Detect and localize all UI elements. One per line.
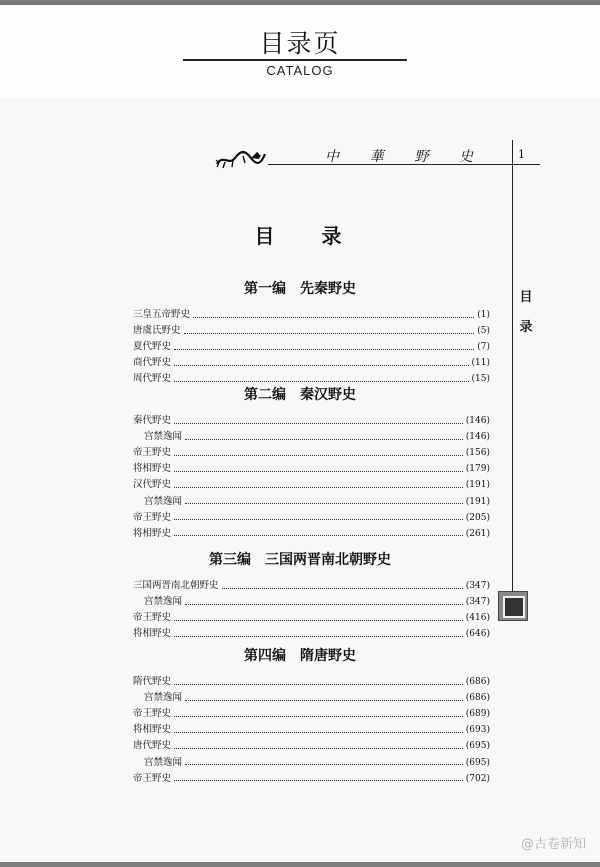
toc-entry [144, 429, 490, 445]
toc-entry [133, 674, 490, 690]
leader-dots [185, 503, 463, 504]
toc-entry-label: 秦代野史 [133, 415, 172, 426]
toc-entry [133, 722, 490, 738]
toc-entry-page: (686) [465, 677, 490, 687]
leader-dots [174, 487, 463, 488]
leader-dots [185, 439, 463, 440]
toc-entry-label: 唐虞氏野史 [133, 325, 181, 337]
toc-entry [144, 690, 490, 706]
section-title: 第一编 先秦野史 [244, 281, 356, 297]
toc-entry [133, 510, 490, 526]
toc-entry-page: (156) [465, 448, 490, 459]
toc-entry-label: 三国两晋南北朝野史 [133, 580, 219, 591]
toc-entry [144, 594, 490, 610]
toc-entry-label: 宫禁逸闻 [144, 692, 183, 704]
catalog-banner [0, 5, 600, 98]
toc-entry-label: 宫禁逸闻 [144, 756, 183, 768]
toc-entry-label: 帝王野史 [133, 708, 172, 720]
watermark: @古卷新知 [520, 837, 586, 852]
leader-dots [174, 455, 463, 456]
toc-entry-label: 宫禁逸闻 [144, 495, 183, 507]
toc-entry [133, 461, 490, 477]
leader-dots [174, 748, 463, 749]
toc-entry [133, 626, 490, 642]
toc-entry-label: 汉代野史 [133, 479, 172, 491]
toc-entry [144, 755, 490, 771]
toc-entry-page: (686) [465, 693, 490, 704]
toc-entry-label: 商代野史 [133, 357, 172, 369]
leader-dots [174, 684, 463, 685]
leader-dots [185, 764, 463, 765]
toc-entry [144, 494, 490, 510]
leader-dots [174, 519, 463, 520]
toc-entry-page: (689) [465, 709, 490, 720]
toc-entry [133, 323, 490, 339]
toc-entry-page: (347) [465, 597, 490, 608]
leader-dots [174, 636, 463, 637]
leader-dots [174, 620, 463, 621]
toc-entry-label: 将相野史 [133, 628, 172, 640]
leader-dots [174, 349, 474, 350]
toc-entry-label: 夏代野史 [133, 341, 172, 353]
leader-dots [174, 423, 463, 424]
banner-title: 目录页 [259, 29, 341, 58]
toc-entry-label: 帝王野史 [133, 447, 172, 459]
toc-entry-page: (261) [465, 528, 490, 539]
toc-entry-page: (1) [477, 310, 490, 320]
leader-dots [184, 333, 475, 334]
toc-entry-label: 唐代野史 [133, 740, 172, 752]
toc-entry-label: 三皇五帝野史 [133, 309, 191, 320]
toc-entry-page: (695) [465, 757, 490, 768]
toc-entry [133, 738, 490, 754]
section-title: 第二编 秦汉野史 [244, 387, 356, 403]
toc-entry [133, 610, 490, 626]
banner-subtitle: CATALOG [266, 63, 334, 78]
toc-entry-label: 将相野史 [133, 724, 172, 736]
toc-entry-page: (347) [465, 581, 490, 591]
toc-entry-label: 将相野史 [133, 463, 172, 475]
leader-dots [185, 604, 463, 605]
toc-entry-page: (146) [465, 416, 490, 426]
toc-entry-label: 周代野史 [133, 373, 172, 385]
page-number: 1 [518, 148, 525, 161]
toc-entry [133, 307, 490, 323]
toc-entry-label: 将相野史 [133, 527, 172, 539]
bottom-frame-bar [0, 862, 600, 867]
seal-stamp [498, 591, 528, 621]
leader-dots [174, 716, 463, 717]
header-char: 史 [458, 149, 475, 165]
toc-entry-label: 帝王野史 [133, 612, 172, 624]
toc-entry-page: (693) [465, 725, 490, 736]
dragon-icon [215, 146, 267, 170]
toc-entry-page: (205) [465, 512, 490, 523]
toc-entry-label: 帝王野史 [133, 511, 172, 523]
toc-entry-label: 隋代野史 [133, 676, 172, 687]
leader-dots [185, 700, 463, 701]
margin-rule [512, 140, 513, 618]
toc-entry-page: (7) [477, 342, 490, 353]
leader-dots [174, 732, 463, 733]
toc-entry [133, 339, 490, 355]
header-char: 野 [414, 149, 431, 165]
toc-entry [133, 578, 490, 594]
toc-entry-page: (416) [465, 613, 490, 624]
toc-entry [133, 445, 490, 461]
leader-dots [174, 780, 463, 781]
section-title: 第四编 隋唐野史 [244, 648, 356, 664]
toc-entry-page: (5) [477, 326, 490, 337]
leader-dots [193, 317, 474, 318]
leader-dots [174, 381, 469, 382]
toc-entry-page: (646) [465, 629, 490, 640]
toc-title: 目 录 [254, 224, 362, 248]
toc-entry [133, 355, 490, 371]
side-tab-char: 录 [519, 320, 533, 335]
toc-entry-label: 帝王野史 [133, 772, 172, 784]
toc-entry-page: (146) [465, 432, 490, 443]
toc-entry [133, 413, 490, 429]
toc-entry-label: 宫禁逸闻 [144, 596, 183, 608]
header-char: 華 [369, 149, 386, 165]
toc-entry-page: (179) [465, 464, 490, 475]
running-header [325, 146, 475, 166]
toc-entry-page: (11) [471, 358, 490, 369]
side-tab-char: 目 [519, 290, 533, 305]
toc-entry [133, 706, 490, 722]
leader-dots [222, 588, 463, 589]
banner-divider [183, 59, 407, 61]
leader-dots [174, 535, 463, 536]
book-page [0, 98, 600, 862]
section-title: 第三编 三国两晋南北朝野史 [209, 552, 391, 568]
toc-entry-page: (191) [465, 496, 490, 507]
toc-entry [133, 771, 490, 787]
leader-dots [174, 471, 463, 472]
toc-entry-page: (15) [471, 374, 490, 385]
toc-entry-label: 宫禁逸闻 [144, 431, 183, 443]
toc-entry-page: (702) [465, 773, 490, 784]
toc-entry [133, 477, 490, 493]
toc-entry [133, 526, 490, 542]
toc-entry-page: (191) [465, 480, 490, 491]
header-char: 中 [325, 149, 341, 165]
toc-entry-page: (695) [465, 741, 490, 752]
leader-dots [174, 365, 469, 366]
